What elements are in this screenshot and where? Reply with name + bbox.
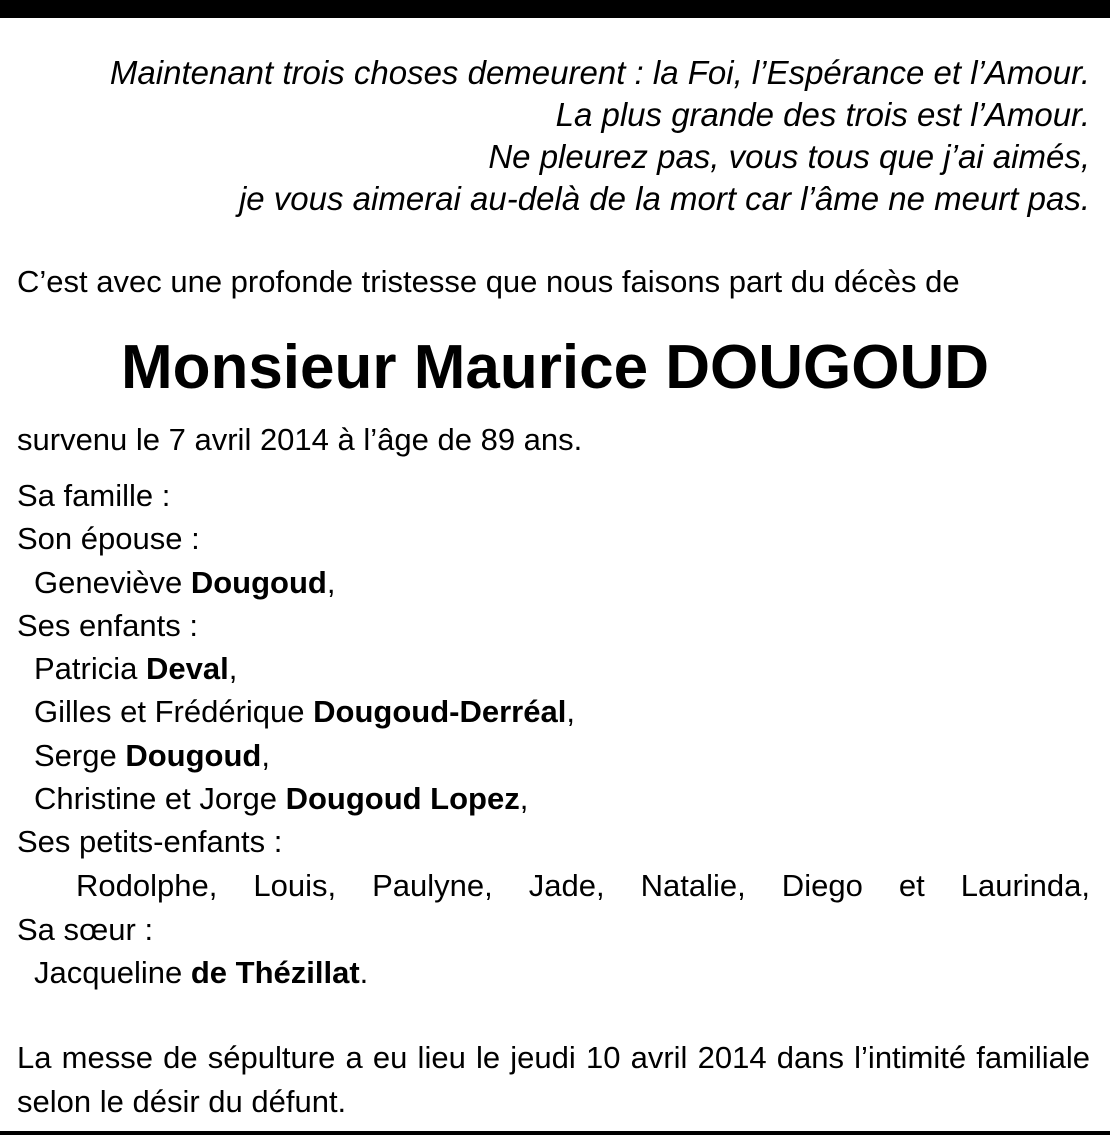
child-last-name: Deval (145, 651, 229, 686)
family-heading: Sa famille : (17, 478, 171, 513)
sister-suffix: . (359, 955, 369, 990)
spouse-entry (34, 563, 335, 603)
grandchildren-label: Ses petits-enfants : (17, 824, 283, 859)
sister-last-name: de Thézillat (190, 955, 360, 990)
child-entry (34, 649, 237, 689)
child-suffix: , (519, 781, 529, 816)
deceased-name: Monsieur Maurice DOUGOUD (120, 333, 990, 402)
funeral-note: La messe de sépulture a eu lieu le jeudi 10 avril 2014 dans l’intimité familiale selon le désir du défunt. (17, 1040, 1090, 1119)
spouse-last-name: Dougoud (190, 565, 327, 600)
child-last-name: Dougoud-Derréal (313, 694, 567, 729)
child-first-names: Christine et Jorge (34, 781, 286, 816)
death-info: survenu le 7 avril 2014 à l’âge de 89 ans. (17, 422, 583, 457)
child-suffix: , (228, 651, 238, 686)
children-label: Ses enfants : (17, 608, 198, 643)
child-last-name: Dougoud (125, 738, 262, 773)
bottom-border-rule (0, 1131, 1110, 1135)
spouse-suffix: , (326, 565, 336, 600)
top-border-rule (0, 0, 1110, 18)
child-last-name: Dougoud Lopez (285, 781, 520, 816)
sister-first-name: Jacqueline (34, 955, 191, 990)
child-first-names: Gilles et Frédérique (34, 694, 314, 729)
announcement-text: C’est avec une profonde tristesse que nous faisons part du décès de (17, 264, 960, 299)
quote-line-2: La plus grande des trois est l’Amour. (555, 96, 1090, 133)
sister-entry (34, 953, 368, 993)
child-first-names: Patricia (34, 651, 146, 686)
spouse-first-name: Geneviève (34, 565, 191, 600)
sister-label: Sa sœur : (17, 912, 154, 947)
child-suffix: , (566, 694, 575, 729)
quote-line-3: Ne pleurez pas, vous tous que j’ai aimés, (488, 138, 1090, 175)
child-entry (34, 736, 270, 776)
child-suffix: , (261, 738, 270, 773)
spouse-label: Son épouse : (17, 521, 200, 556)
child-first-names: Serge (34, 738, 126, 773)
child-entry (34, 779, 528, 819)
grandchildren-names: Rodolphe, Louis, Paulyne, Jade, Natalie, Diego et Laurinda, (76, 868, 1090, 903)
quote-line-4: je vous aimerai au-delà de la mort car l’âme ne meurt pas. (238, 180, 1090, 217)
child-entry (34, 692, 575, 732)
quote-line-1: Maintenant trois choses demeurent : la Foi, l’Espérance et l’Amour. (109, 54, 1090, 91)
epigraph-quote (10, 52, 1090, 220)
